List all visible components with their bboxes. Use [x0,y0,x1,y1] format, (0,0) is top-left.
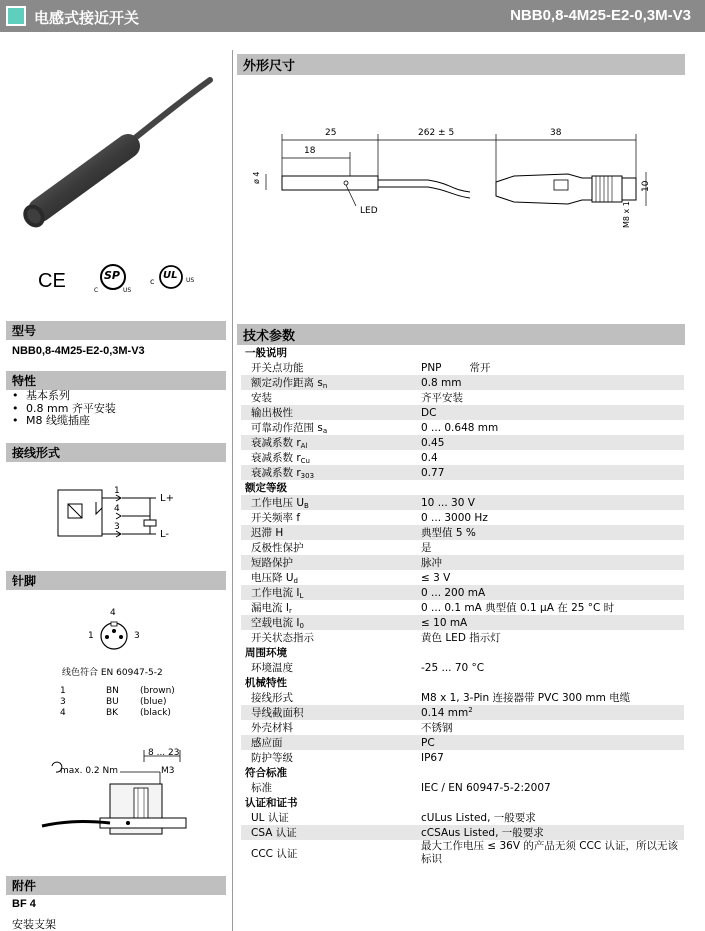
spec-key-text: 导线截面积 [251,707,304,719]
spec-key [241,825,417,840]
spec-key-subscript: n [322,382,328,390]
section-accessories-header: 附件 [6,876,226,895]
spec-key-subscript: d [293,577,298,585]
spec-value-text: 0 ... 0.648 mm [421,421,499,434]
spec-key-text: 工作电压 U [251,497,305,509]
spec-value-text: 0 ... 200 mA [421,586,486,599]
pin3-label: 3 [134,631,140,641]
spec-value [417,630,684,645]
spec-key-text: CSA 认证 [251,827,297,839]
spec-key [241,810,417,825]
spec-key [241,720,417,735]
pin4-label: 4 [110,608,116,618]
spec-group-header [241,645,684,660]
spec-value-text: IEC / EN 60947-5-2:2007 [421,781,551,794]
spec-value [417,825,684,840]
spec-value [417,525,684,540]
pin-connector-diagram [98,620,130,652]
spec-key-subscript: Al [300,442,308,450]
spec-group-header [241,765,684,780]
spec-value [417,660,684,675]
wiring-pin3-label: 3 [114,522,120,532]
spec-row [241,495,684,510]
spec-key [241,615,417,630]
column-divider [232,50,233,931]
spec-key [241,630,417,645]
feature-item: • 0.8 mm 齐平安装 [12,403,116,416]
model-number: NBB0,8-4M25-E2-0,3M-V3 [510,7,691,24]
spec-value [417,510,684,525]
spec-value-text: 0 ... 0.1 mA 典型值 0.1 μA 在 25 °C 时 [421,602,615,614]
section-wiring-header: 接线形式 [6,443,226,462]
wiring-pin1-label: 1 [114,486,120,496]
wiring-lplus-label: L+ [160,493,174,504]
feature-item: • M8 线缆插座 [12,415,116,428]
ul-mark-text: UL [163,270,178,281]
spec-key [241,705,417,720]
spec-key [241,690,417,705]
certification-logos [30,260,220,300]
spec-value-text: -25 ... 70 °C [421,661,485,674]
spec-row [241,720,684,735]
spec-row [241,750,684,765]
spec-key-subscript: a [322,427,328,435]
spec-value-text: ≤ 10 mA [421,616,468,629]
spec-row [241,450,684,465]
spec-value-text: PNP [421,362,442,374]
spec-value [417,750,684,765]
section-tech-header: 技术参数 [237,324,685,345]
dim-10-label: 10 [641,180,651,192]
spec-row [241,525,684,540]
spec-key [241,840,417,866]
spec-key [241,360,417,375]
spec-group-label: 额定等级 [245,482,287,494]
spec-key [241,405,417,420]
spec-value-text: M8 x 1, 3-Pin 连接器带 PVC 300 mm 电缆 [421,692,631,704]
spec-key [241,660,417,675]
spec-row [241,600,684,615]
section-features-header: 特性 [6,371,226,390]
spec-value-text: 0.45 [421,436,445,449]
sensor-photo [10,58,225,233]
spec-key-text: 可靠动作范围 s [251,422,323,434]
spec-value-text: 典型值 5 % [421,527,476,539]
spec-group-label: 一般说明 [245,347,287,359]
spec-value [417,690,684,705]
spec-key-text: 衰减系数 r [251,467,301,479]
spec-key-text: 标准 [251,782,272,794]
spec-key-text: 额定动作距离 s [251,377,323,389]
spec-value [417,360,684,375]
tech-spec-table [241,345,684,866]
spec-row [241,420,684,435]
spec-value-text: 脉冲 [421,557,442,569]
spec-value [417,420,684,435]
spec-key-subscript: Cu [300,457,310,465]
spec-key [241,600,417,615]
spec-value-text: 不锈钢 [421,722,453,734]
spec-row [241,615,684,630]
spec-group-label: 机械特性 [245,677,287,689]
spec-row [241,465,684,480]
spec-group-label: 认证和证书 [245,797,298,809]
spec-key-text: 接线形式 [251,692,293,704]
spec-group-header [241,345,684,360]
spec-group-header [241,480,684,495]
spec-value-text: ≤ 3 V [421,571,451,584]
spec-value [417,720,684,735]
spec-key-text: UL 认证 [251,812,289,824]
spec-row [241,705,684,720]
spec-row [241,360,684,375]
accessory-description: 安装支架 [12,918,56,931]
spec-group-label: 符合标准 [245,767,287,779]
feature-item: • 基本系列 [12,390,116,403]
spec-key-text: 工作电流 I [251,587,300,599]
section-type-header: 型号 [6,321,226,340]
spec-key [241,390,417,405]
spec-row [241,585,684,600]
ul-c-text: c [150,277,155,286]
spec-value-text: 黄色 LED 指示灯 [421,632,501,644]
section-pins-header: 针脚 [6,571,226,590]
led-label: LED [360,206,378,216]
spec-value-text: 0 ... 3000 Hz [421,511,488,524]
spec-key-subscript: r [288,607,292,615]
wiring-lminus-label: L- [160,529,170,540]
spec-value-text: 0.4 [421,451,438,464]
spec-value [417,540,684,555]
ul-us-text: US [186,277,195,284]
spec-value-text: 最大工作电压 ≤ 36V 的产品无须 CCC 认证，所以无该 [421,840,679,852]
pin-color-table [60,686,175,719]
spec-row [241,540,684,555]
mount-thread-label: M3 [161,766,175,776]
spec-value [417,570,684,585]
spec-row [241,840,684,866]
spec-key [241,735,417,750]
spec-value-continuation: 标识 [421,853,442,865]
spec-key-text: 衰减系数 r [251,437,301,449]
spec-key [241,375,417,390]
spec-key-subscript: B [304,502,309,510]
spec-value [417,450,684,465]
spec-value [417,780,684,795]
spec-row [241,660,684,675]
title-bar [0,0,705,32]
spec-key-text: 短路保护 [251,557,293,569]
spec-key-subscript: 0 [299,622,304,630]
spec-key-text: 空载电流 I [251,617,300,629]
spec-key [241,780,417,795]
spec-key [241,570,417,585]
color-code-note: 线色符合 EN 60947-5-2 [62,668,163,678]
type-value: NBB0,8-4M25-E2-0,3M-V3 [12,345,145,357]
dim-262-label: 262 ± 5 [418,128,455,138]
spec-value-text: cULus Listed, 一般要求 [421,812,536,824]
spec-key-text: 电压降 U [251,572,294,584]
spec-value [417,435,684,450]
spec-key-text: CCC 认证 [251,847,298,860]
spec-key [241,585,417,600]
spec-value-text: 0.14 mm [421,707,469,719]
spec-row [241,735,684,750]
spec-value-text: 10 ... 30 V [421,496,475,509]
spec-row [241,690,684,705]
spec-key [241,465,417,480]
dimension-drawing [252,126,672,236]
spec-value [417,810,684,825]
spec-value-text: PC [421,736,435,749]
spec-key-text: 输出极性 [251,407,293,419]
spec-key [241,450,417,465]
dim-25-label: 25 [325,128,337,138]
spec-value [417,465,684,480]
spec-value-text: IP67 [421,751,444,764]
spec-key-text: 漏电流 I [251,602,289,614]
pin-color-row: 3 BU (blue) [60,697,167,707]
spec-value [417,600,684,615]
spec-group-header [241,795,684,810]
spec-group-header [241,675,684,690]
wiring-diagram [40,478,200,548]
spec-key-text: 开关状态指示 [251,632,314,644]
csa-mark-text: SP [104,269,120,282]
wiring-pin4-label: 4 [114,504,120,514]
spec-key-text: 安装 [251,392,272,404]
spec-value [417,735,684,750]
dim-38-label: 38 [550,128,562,138]
spec-value-text: cCSAus Listed, 一般要求 [421,827,544,839]
section-dimensions-header: 外形尺寸 [237,54,685,75]
torque-label: max. 0.2 Nm [60,766,119,776]
spec-key-subscript: 303 [300,472,315,480]
spec-key [241,540,417,555]
spec-key-text: 感应面 [251,737,283,749]
spec-value-text: 0.8 mm [421,376,462,389]
dim-thread-label: M8 x 1 [622,201,631,228]
spec-row [241,510,684,525]
spec-row [241,630,684,645]
spec-key-text: 防护等级 [251,752,293,764]
spec-row [241,390,684,405]
spec-key-text: 外壳材料 [251,722,293,734]
spec-key-text: 迟滞 H [251,527,284,539]
spec-key [241,750,417,765]
spec-value [417,405,684,420]
spec-key [241,495,417,510]
mounting-diagram [40,748,230,848]
csa-us-text: US [123,287,132,294]
spec-value [417,375,684,390]
spec-row [241,435,684,450]
spec-row [241,780,684,795]
page-title: 电感式接近开关 [34,9,140,27]
spec-key-text: 开关点功能 [251,362,304,374]
spec-row [241,405,684,420]
spec-value-text: 是 [421,542,432,554]
spec-value [417,555,684,570]
spec-value-extra: 常开 [469,362,491,374]
spec-value [417,585,684,600]
spec-value [417,390,684,405]
spec-value [417,840,684,866]
spec-key [241,510,417,525]
dim-diameter-label: ø 4 [252,171,261,184]
spec-group-label: 周围环境 [245,647,287,659]
spec-row [241,825,684,840]
accessory-name: BF 4 [12,898,36,910]
spec-key [241,555,417,570]
spec-key-text: 反极性保护 [251,542,304,554]
spec-key [241,525,417,540]
spec-row [241,570,684,585]
spec-value [417,615,684,630]
spec-row [241,810,684,825]
spec-value [417,495,684,510]
spec-key-text: 衰减系数 r [251,452,301,464]
spec-key-text: 开关频率 f [251,512,301,524]
pin-color-row: 4 BK (black) [60,708,171,718]
brand-square-icon [6,6,26,26]
spec-row [241,375,684,390]
spec-value-text: 齐平安装 [421,392,463,404]
spec-key-subscript: L [299,592,304,600]
pin1-label: 1 [88,631,94,641]
dim-18-label: 18 [304,146,316,156]
ce-mark-icon: CE [38,270,66,292]
csa-c-text: C [94,287,99,294]
spec-value [417,705,684,720]
spec-value-text: 0.77 [421,466,445,479]
spec-row [241,555,684,570]
spec-key-text: 环境温度 [251,662,293,674]
spec-value-text: DC [421,406,437,419]
pin-color-row: 1 BN (brown) [60,686,175,696]
features-list [12,390,116,428]
mount-range-label: 8 ... 23 [148,748,180,758]
spec-key [241,420,417,435]
spec-key [241,435,417,450]
spec-value-superscript: 2 [468,706,473,714]
